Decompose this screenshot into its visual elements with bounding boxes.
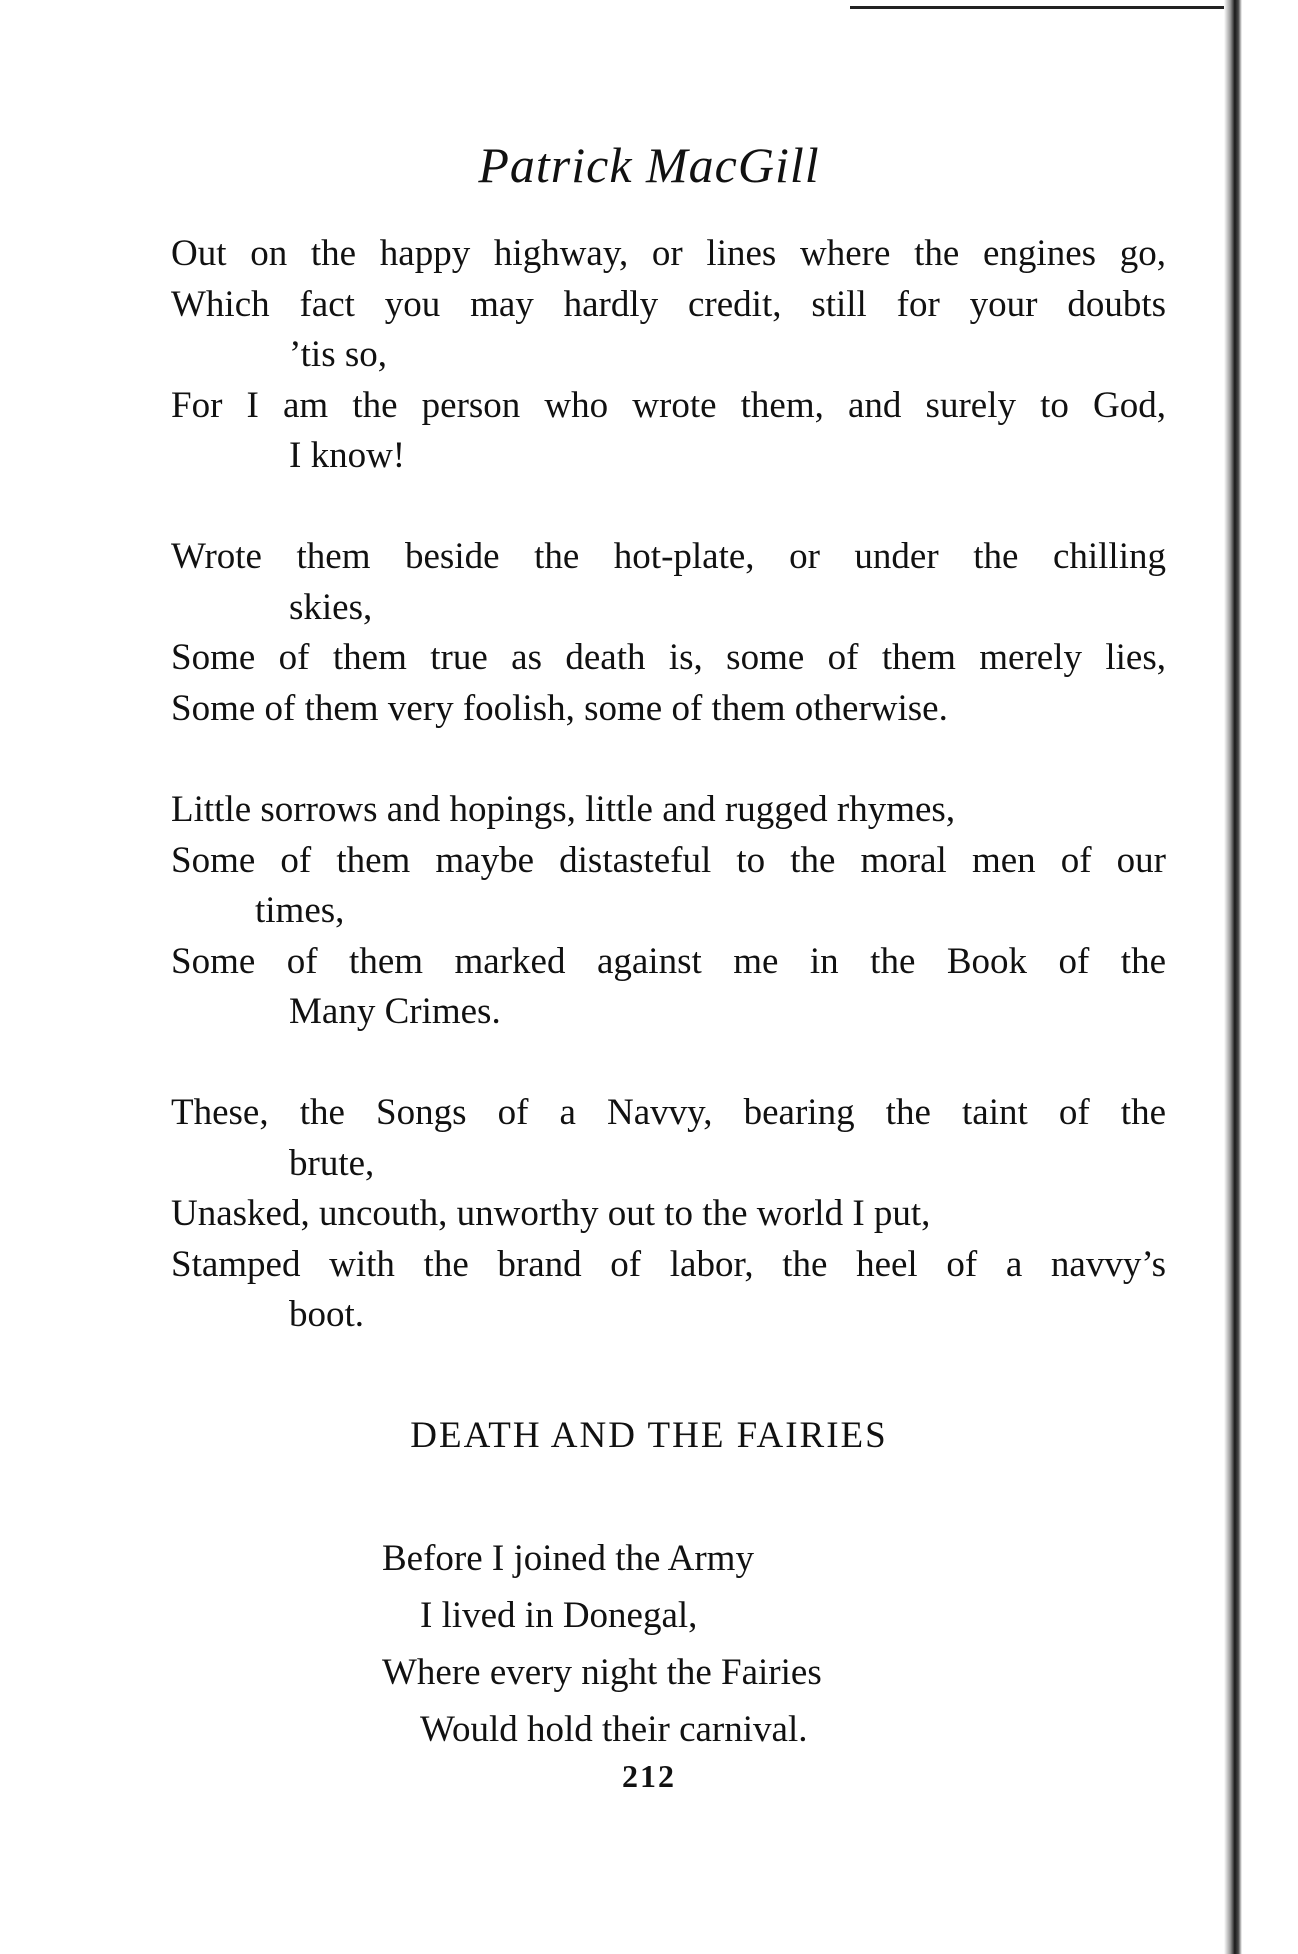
verse-line: Unasked, uncouth, unworthy out to the world I put, bbox=[171, 1193, 931, 1235]
verse-line-continuation: boot. bbox=[289, 1294, 365, 1336]
stanza-1 bbox=[171, 229, 1171, 482]
verse-line-continuation: Many Crimes. bbox=[289, 991, 501, 1033]
running-head: Patrick MacGill bbox=[478, 137, 820, 193]
verse-line: Wrote them beside the hot-plate, or under the chilling bbox=[171, 536, 1166, 577]
poem-title: DEATH AND THE FAIRIES bbox=[410, 1415, 888, 1456]
verse-line: Some of them true as death is, some of them merely lies, bbox=[171, 637, 1166, 679]
stanza-4 bbox=[171, 1088, 1171, 1341]
verse-line: For I am the person who wrote them, and surely to God, bbox=[171, 384, 1166, 426]
stanza-3 bbox=[171, 785, 1171, 1038]
poem-line-indented: I lived in Donegal, bbox=[420, 1595, 698, 1636]
binding-edge bbox=[1224, 0, 1242, 1954]
verse-line: Little sorrows and hopings, little and rugged rhymes, bbox=[171, 789, 956, 830]
top-edge-rule bbox=[850, 6, 1240, 9]
verse-line: Stamped with the brand of labor, the heel of a navvy’s bbox=[171, 1243, 1166, 1285]
poem-line-indented: Would hold their carnival. bbox=[420, 1709, 808, 1750]
verse-line: Some of them marked against me in the Book of the bbox=[171, 940, 1166, 982]
verse-line-continuation: times, bbox=[255, 890, 345, 932]
verse-line: Some of them very foolish, some of them otherwise. bbox=[171, 687, 948, 729]
poem-line: Before I joined the Army bbox=[382, 1538, 754, 1579]
page-number: 212 bbox=[622, 1758, 676, 1794]
verse-line: These, the Songs of a Navvy, bearing the taint of the bbox=[171, 1092, 1166, 1133]
poem-body bbox=[382, 1530, 822, 1758]
verse-line: Out on the happy highway, or lines where the engines go, bbox=[171, 233, 1166, 274]
verse-line: Some of them maybe distasteful to the moral men of our bbox=[171, 839, 1166, 881]
verse-line-continuation: ’tis so, bbox=[289, 334, 388, 376]
verse-line-continuation: I know! bbox=[289, 435, 406, 477]
stanza-2 bbox=[171, 532, 1171, 734]
verse-line-continuation: brute, bbox=[289, 1142, 375, 1184]
poem-line: Where every night the Fairies bbox=[382, 1652, 822, 1693]
verse-line-continuation: skies, bbox=[289, 586, 373, 628]
verse-line: Which fact you may hardly credit, still for your doubts bbox=[171, 283, 1166, 325]
